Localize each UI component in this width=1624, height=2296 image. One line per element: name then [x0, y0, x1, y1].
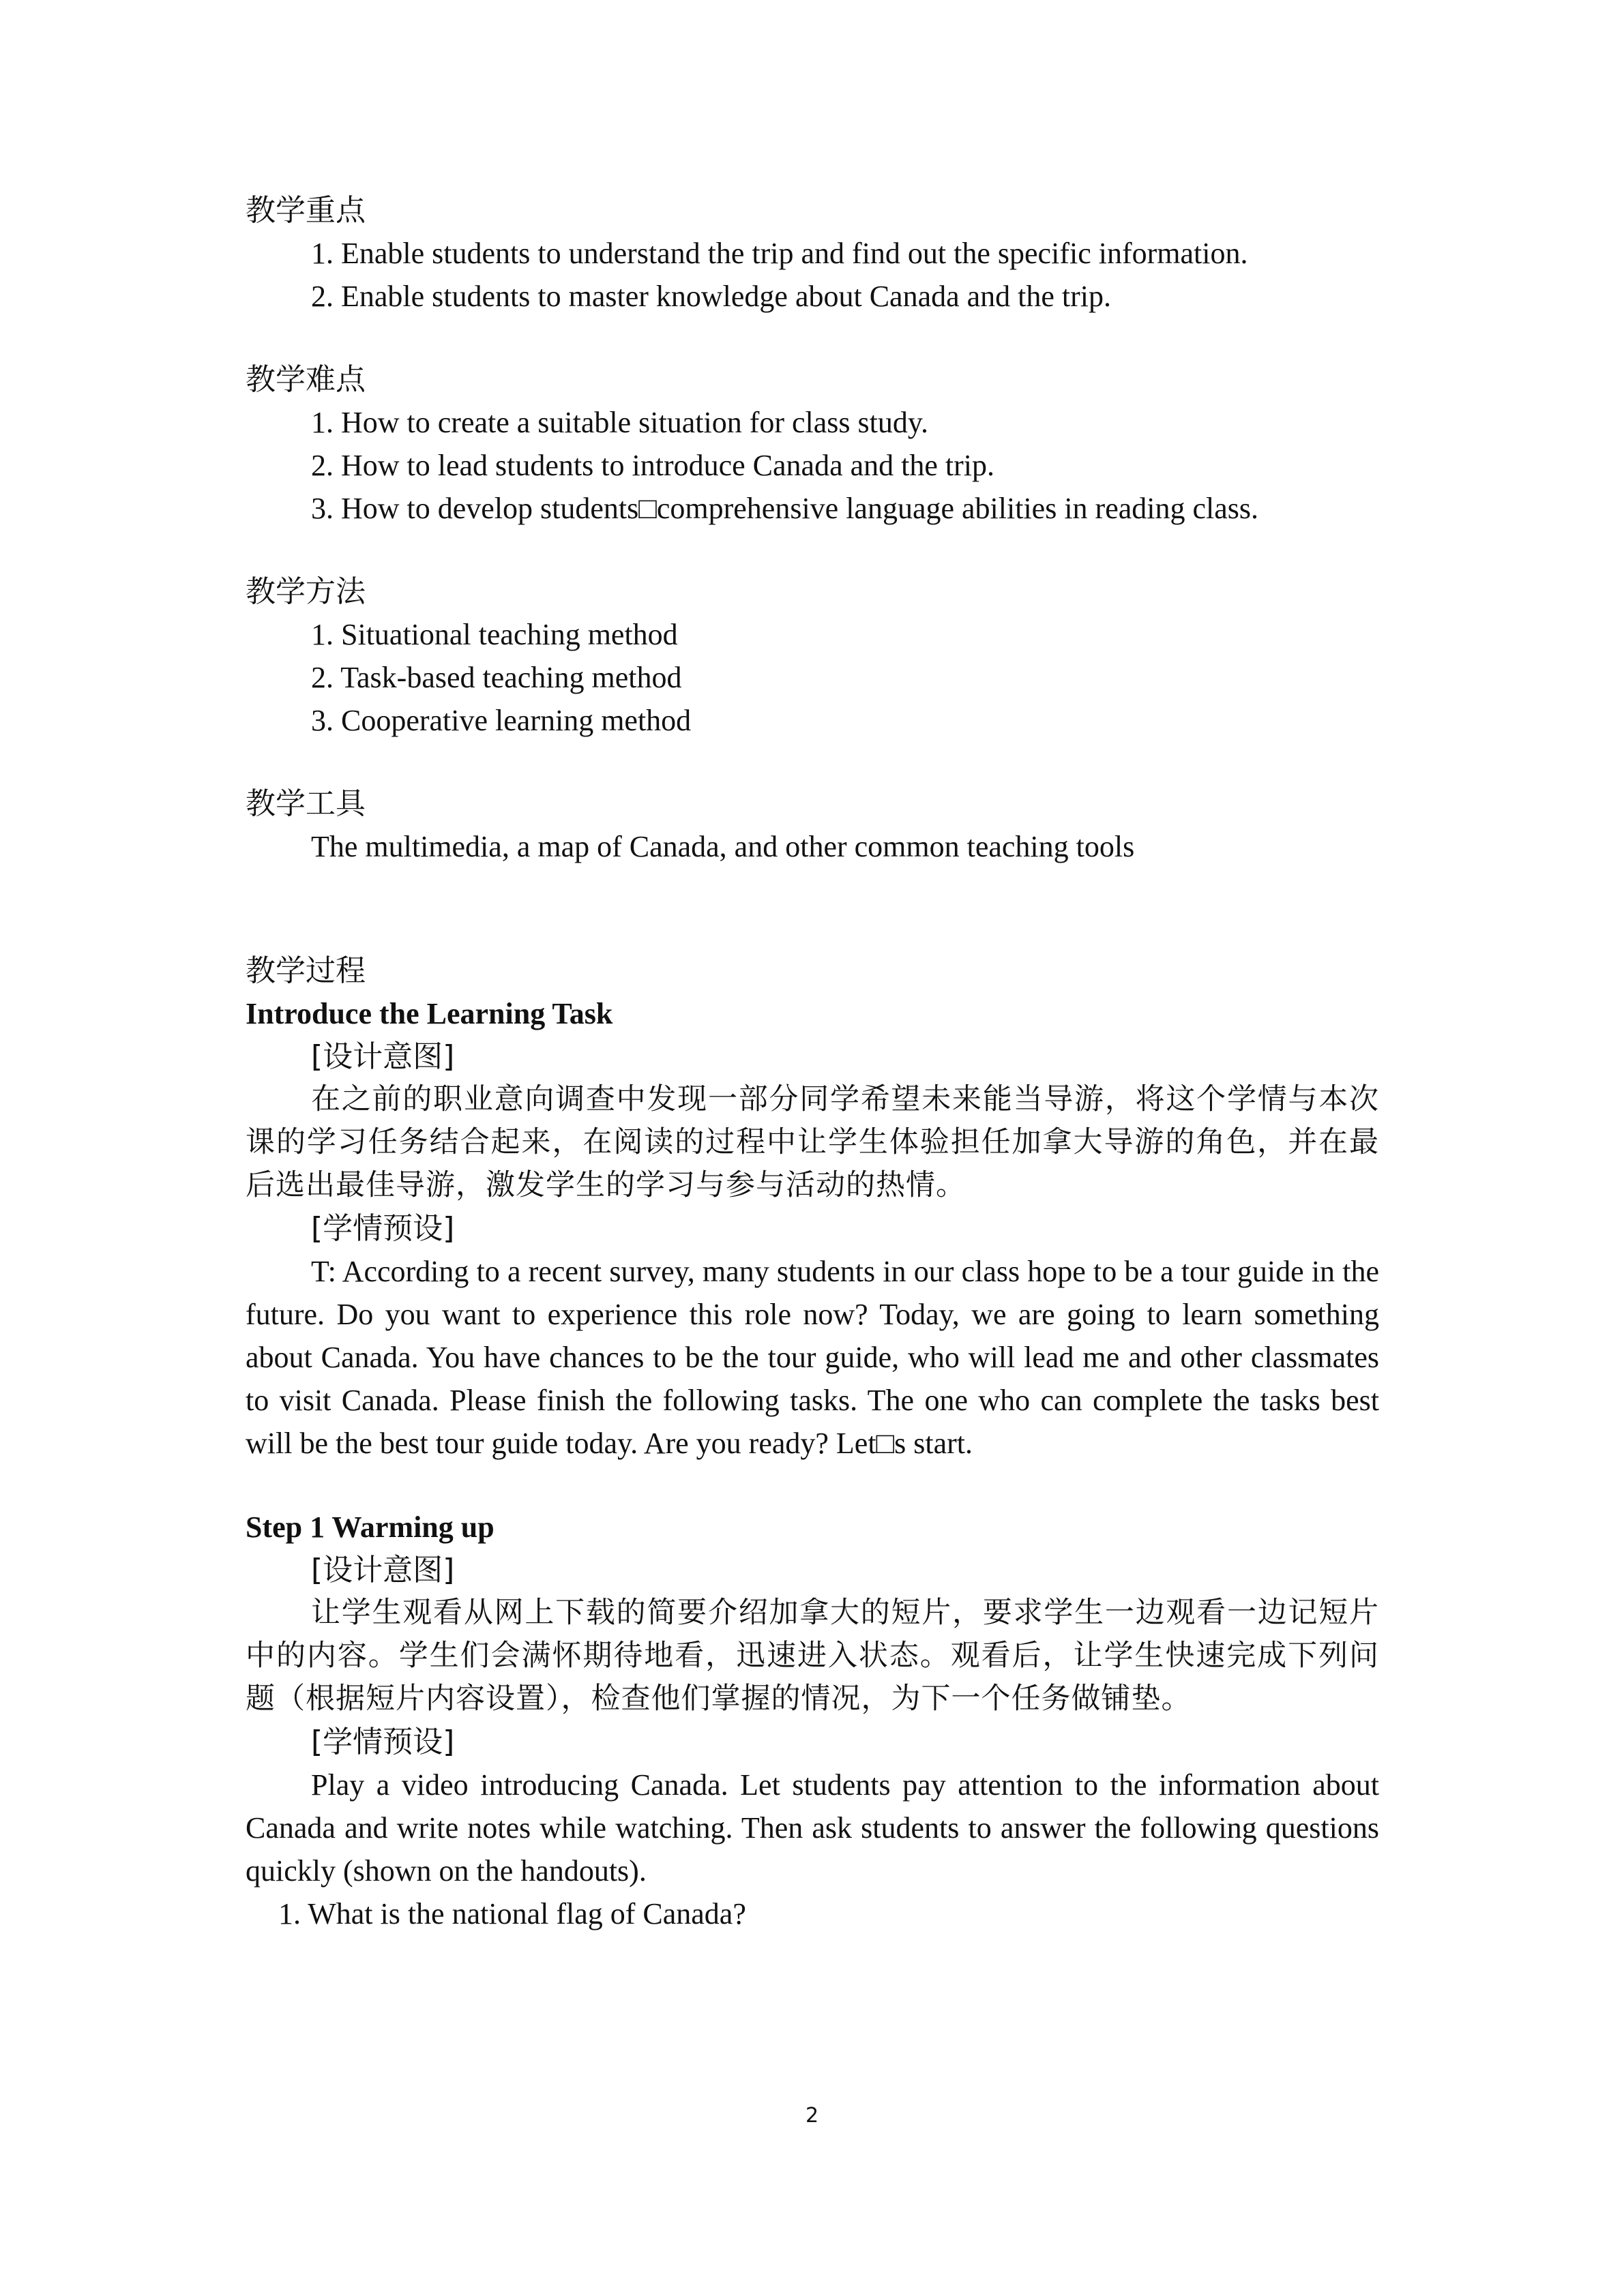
step1-learning-preset-tag: [学情预设] [311, 1725, 455, 1759]
learning-preset-tag: [学情预设] [311, 1211, 455, 1246]
design-intent-tag: [设计意图] [311, 1039, 455, 1074]
spacer [246, 530, 1379, 571]
section-heading-tools: 教学工具 [246, 786, 366, 821]
design-intent-text: 在之前的职业意向调查中发现一部分同学希望未来能当导游，将这个学情与本次课的学习任务结合起来，在阅读的过程中让学生体验担任加拿大导游的角色，并在最后选出最佳导游，激发学生的学习与参与活动的热情。 [246, 1082, 1379, 1202]
spacer [246, 742, 1379, 783]
section-heading-methods: 教学方法 [246, 574, 366, 609]
step1-design-intent-text: 让学生观看从网上下载的简要介绍加拿大的短片，要求学生一边观看一边记短片中的内容。学生们会满怀期待地看，迅速进入状态。观看后，让学生快速完成下列问题（根据短片内容设置），检查他们掌握的情况，为下一个任务做铺垫。 [246, 1596, 1379, 1716]
step1-learning-preset-text: Play a video introducing Canada. Let students pay attention to the information about Canada and write notes while watching. Then ask students to answer the following questions quickly (shown on the handouts). [246, 1768, 1379, 1888]
step1-question-1: 1. What is the national flag of Canada? [278, 1897, 746, 1930]
step1-design-intent-tag: [设计意图] [311, 1553, 455, 1587]
focus-item-1: 1. Enable students to understand the trip and find out the specific information. [311, 237, 1248, 270]
focus-item-2: 2. Enable students to master knowledge about Canada and the trip. [311, 280, 1112, 313]
spacer [246, 868, 1379, 950]
tools-text: The multimedia, a map of Canada, and other common teaching tools [311, 830, 1135, 863]
section-heading-difficulties: 教学难点 [246, 362, 366, 397]
method-item-2: 2. Task-based teaching method [311, 661, 682, 694]
difficulty-item-1: 1. How to create a suitable situation for class study. [311, 406, 929, 439]
learning-preset-text: T: According to a recent survey, many students in our class hope to be a tour guide in the future. Do you want to experience this role now? Today, we are going to learn something about Canada. You have chances to be the tour guide, who will lead me and other classmates to visit Canada. Please finish the following tasks. The one who can complete the tasks best will be the best tour guide today. Are you ready? Let□s start. [246, 1255, 1379, 1460]
section-heading-focus: 教学重点 [246, 193, 366, 228]
step1-title: Step 1 Warming up [246, 1510, 494, 1544]
section-heading-process: 教学过程 [246, 953, 366, 988]
page-content [246, 190, 1379, 1935]
method-item-3: 3. Cooperative learning method [311, 704, 692, 737]
difficulty-item-2: 2. How to lead students to introduce Canada and the trip. [311, 449, 994, 482]
spacer [246, 1465, 1379, 1506]
difficulty-item-3: 3. How to develop students□comprehensive language abilities in reading class. [311, 492, 1259, 525]
method-item-1: 1. Situational teaching method [311, 618, 678, 651]
intro-task-title: Introduce the Learning Task [246, 997, 613, 1030]
page-number: 2 [805, 2104, 819, 2128]
spacer [246, 318, 1379, 359]
